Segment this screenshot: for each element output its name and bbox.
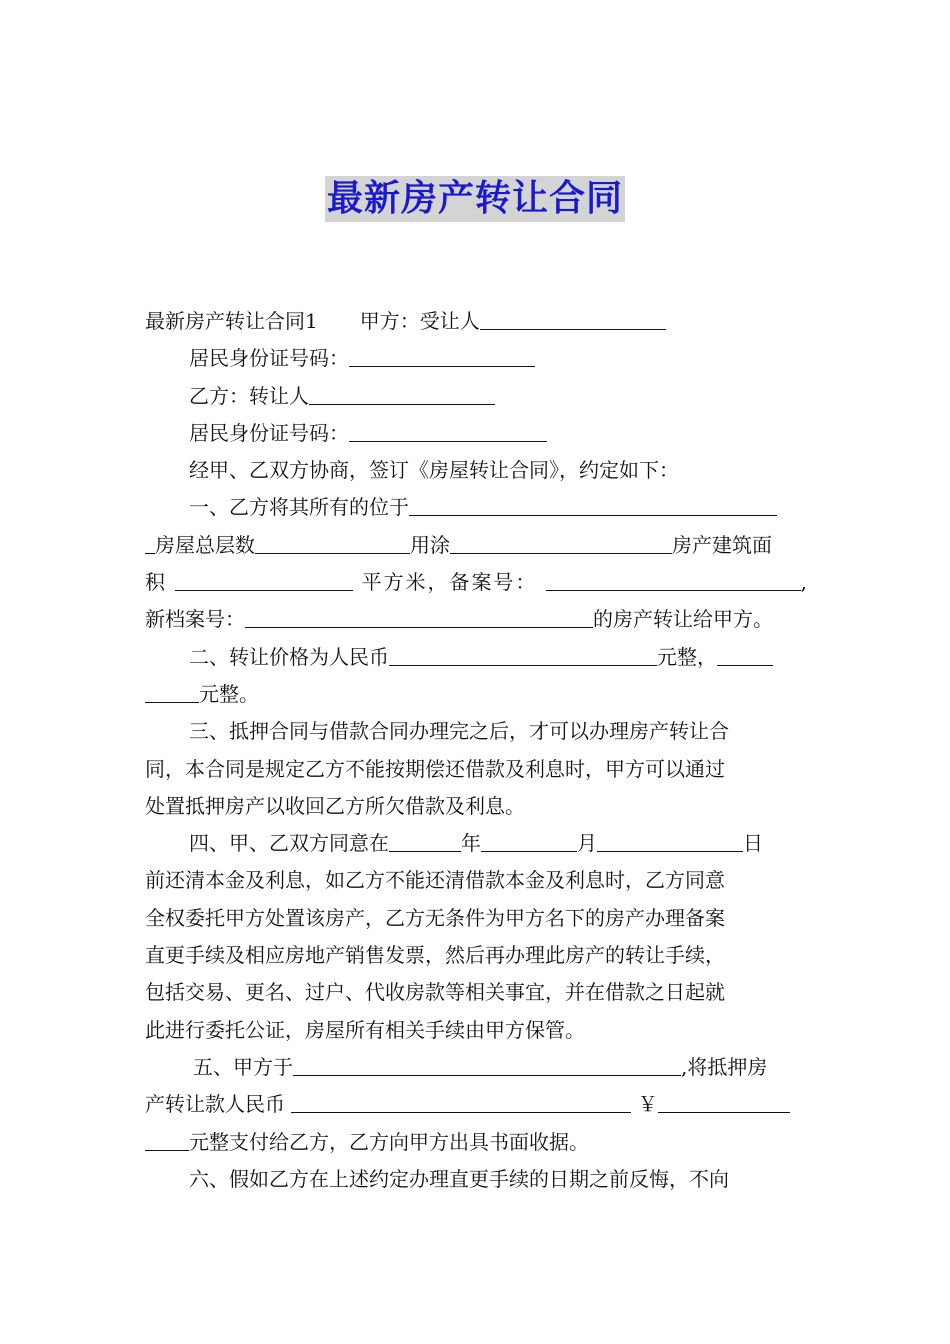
blank-field (291, 1088, 631, 1113)
clause-text: 产转让款人民币 (145, 1092, 285, 1117)
clause-3-text: 三、抵押合同与借款合同办理完之后，才可以办理房产转让合 (189, 719, 729, 744)
id-label: 居民身份证号码： (189, 346, 349, 371)
text-line (145, 676, 807, 713)
clause-text: 平方米，备案号： (361, 570, 538, 595)
text-line (145, 751, 807, 788)
clause-text: 房产建筑面 (672, 532, 772, 557)
currency-symbol: ￥ (637, 1092, 658, 1117)
text-line (145, 713, 807, 750)
blank-field (481, 827, 577, 852)
blank-field (546, 566, 801, 591)
text-line (145, 1012, 807, 1049)
clause-text: 元整。 (199, 681, 259, 706)
clause-text: 的房产转让给甲方。 (593, 607, 773, 632)
text-line (145, 1086, 807, 1123)
party-a-label: 甲方：受让人 (359, 309, 480, 333)
blank-field (309, 380, 495, 405)
clause-text: 月 (577, 831, 597, 856)
clause-text: 包括交易、更名、过户、代收房款等相关事宜，并在借款之日起就 (145, 980, 725, 1005)
clause-text: 元整支付给乙方，乙方向甲方出具书面收据。 (189, 1129, 589, 1154)
clause-text: , (800, 570, 807, 595)
blank-field (409, 491, 777, 516)
text-line (145, 788, 807, 825)
blank-field (717, 641, 773, 666)
blank-field (349, 417, 547, 442)
clause-text: 元整， (657, 644, 717, 669)
blank-field (245, 603, 593, 628)
blank-field (255, 529, 410, 554)
clause-2-text: 二、转让价格为人民币 (189, 644, 389, 669)
text-line (145, 303, 807, 340)
text-line (145, 639, 807, 676)
clause-text: 处置抵押房产以收回乙方所欠借款及利息。 (145, 793, 525, 818)
clause-4-text: 四、甲、乙双方同意在 (189, 831, 389, 856)
intro-text: 经甲、乙双方协商，签订《房屋转让合同》，约定如下： (189, 458, 679, 483)
text-line (145, 900, 807, 937)
clause-5-text: 五、甲方于 (193, 1054, 293, 1079)
blank-field (349, 342, 535, 367)
text-line (145, 825, 807, 862)
blank-field (145, 1126, 189, 1151)
text-line (145, 340, 807, 377)
clause-text: 用涂 (410, 532, 450, 557)
blank-field (293, 1051, 681, 1076)
blank-field (450, 529, 672, 554)
text-line (145, 601, 807, 638)
text-line (145, 378, 807, 415)
blank-field (658, 1088, 790, 1113)
clause-text: 新档案号： (145, 607, 245, 632)
clause-text: 前还清本金及利息，如乙方不能还清借款本金及利息时，乙方同意 (145, 868, 725, 893)
text-line (145, 1161, 807, 1198)
contract-body (145, 303, 807, 1198)
text-line (145, 1049, 807, 1086)
text-line (145, 452, 807, 489)
party-b-label: 乙方：转让人 (189, 383, 309, 408)
clause-text: 此进行委托公证，房屋所有相关手续由甲方保管。 (145, 1017, 585, 1042)
clause-text: 直更手续及相应房地产销售发票，然后再办理此房产的转让手续， (145, 943, 725, 968)
blank-field (145, 678, 199, 703)
blank-field (597, 827, 743, 852)
text-line (145, 564, 807, 601)
clause-text: 同，本合同是规定乙方不能按期偿还借款及利息时，甲方可以通过 (145, 756, 725, 781)
clause-text: 全权委托甲方处置该房产，乙方无条件为甲方名下的房产办理备案 (145, 905, 725, 930)
text-line (145, 415, 807, 452)
blank-field (145, 529, 155, 554)
id-label: 居民身份证号码： (189, 420, 349, 445)
blank-field (480, 305, 666, 330)
text-line (145, 974, 807, 1011)
text-line (145, 862, 807, 899)
text-line (145, 527, 807, 564)
text-line (145, 489, 807, 526)
clause-6-text: 六、假如乙方在上述约定办理直更手续的日期之前反悔，不向 (189, 1166, 729, 1191)
blank-field (389, 641, 657, 666)
contract-heading: 最新房产转让合同1 (145, 309, 318, 333)
title-container (0, 176, 950, 222)
clause-text: 日 (743, 831, 763, 856)
blank-field (389, 827, 461, 852)
document-title: 最新房产转让合同 (325, 176, 625, 222)
clause-1-text: 一、乙方将其所有的位于 (189, 495, 409, 520)
clause-text: 积 (145, 570, 167, 595)
clause-text: ,将抵押房 (681, 1054, 768, 1079)
text-line (145, 1124, 807, 1161)
clause-text: 年 (461, 831, 481, 856)
blank-field (175, 566, 353, 591)
text-line (145, 937, 807, 974)
clause-text: 房屋总层数 (155, 532, 255, 557)
